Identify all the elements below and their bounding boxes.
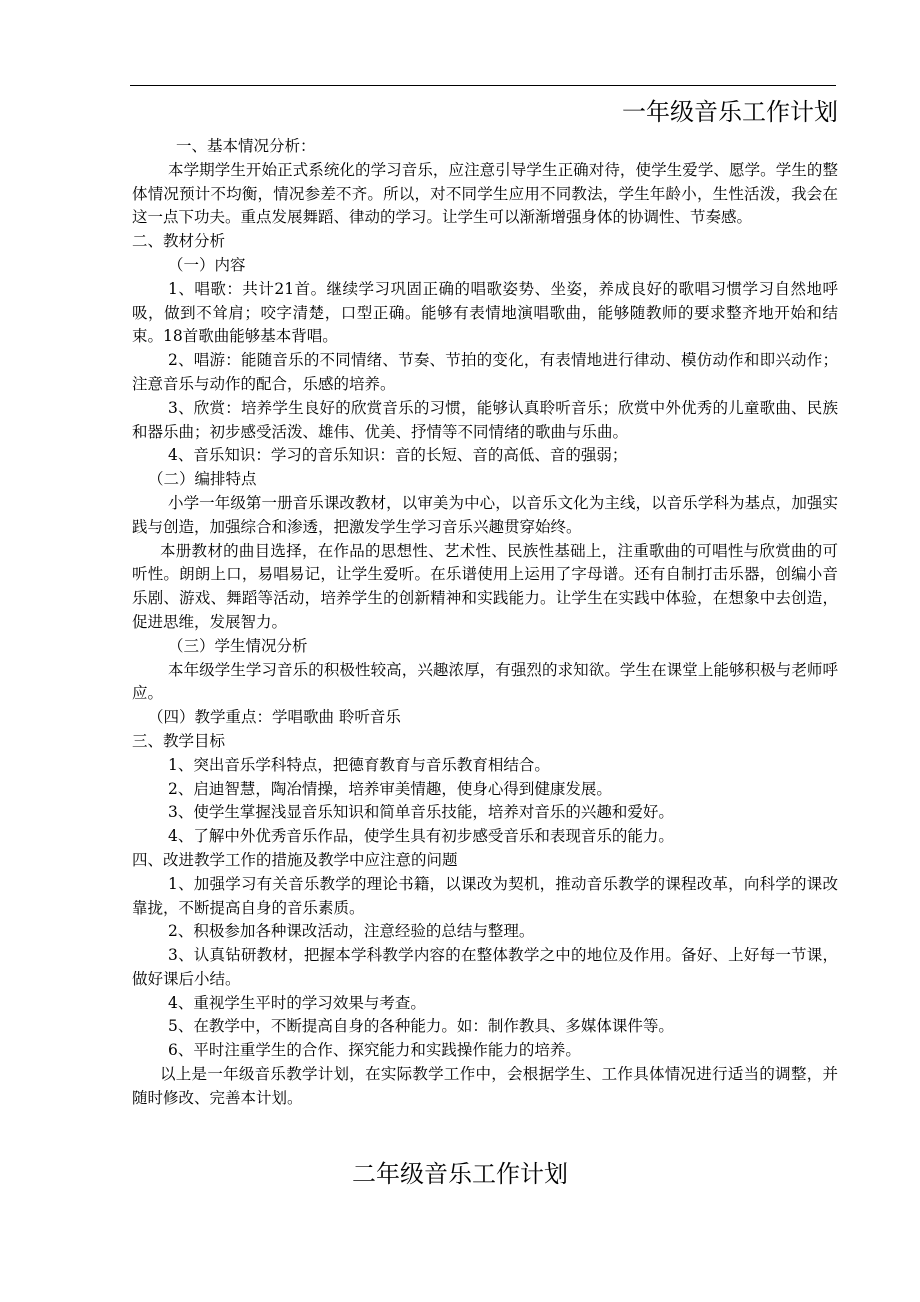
goal-item: 1、突出音乐学科特点，把德育教育与音乐教育相结合。 (168, 755, 550, 774)
section-2-heading: 二、教材分析 (132, 232, 226, 251)
goal-item: 4、了解中外优秀音乐作品，使学生具有初步感受音乐和表现音乐的能力。 (168, 827, 674, 846)
features-paragraph-1: 小学一年级第一册音乐课改教材，以审美为中心，以音乐文化为主线，以音乐学科为基点，加强实践与创造，加强综合和渗透，把激发学生学习音乐兴趣贯穿始终。 (132, 493, 838, 536)
features-paragraph-2: 本册教材的曲目选择，在作品的思想性、艺术性、民族性基础上，注重歌曲的可唱性与欣赏曲的可听性。朗朗上口，易唱易记，让学生爱听。在乐谱使用上运用了字母谱。还有自制打击乐器，创编小音乐剧、游戏、舞蹈等活动，培养学生的创新精神和实践能力。让学生在实践中体验，在想象中去创造，促进思维，发展智力。 (132, 541, 838, 631)
subsection-focus: （四）教学重点：学唱歌曲 聆听音乐 (148, 708, 401, 727)
content-item: 4、音乐知识：学习的音乐知识：音的长短、音的高低、音的强弱； (168, 446, 628, 465)
section-1-heading: 一、基本情况分析： (176, 137, 316, 155)
section-4-heading: 四、改进教学工作的措施及教学中应注意的问题 (132, 850, 458, 869)
closing-paragraph: 以上是一年级音乐教学计划，在实际教学工作中，会根据学生、工作具体情况进行适当的调整，并随时修改、完善本计划。 (132, 1065, 838, 1107)
header-rule (130, 85, 836, 86)
document-body (132, 135, 838, 1111)
measure-item: 5、在教学中，不断提高自身的各种能力。如：制作教具、多媒体课件等。 (168, 1017, 674, 1036)
section-1-paragraph: 本学期学生开始正式系统化的学习音乐，应注意引导学生正确对待，使学生爱学、愿学。学生的整体情况预计不均衡，情况参差不齐。所以，对不同学生应用不同教法，学生年龄小，生性活泼，我会在这一点下功夫。重点发展舞蹈、律动的学习。让学生可以渐渐增强身体的协调性、节奏感。 (132, 160, 838, 227)
goal-item: 3、使学生掌握浅显音乐知识和简单音乐技能，培养对音乐的兴趣和爱好。 (168, 803, 674, 822)
content-item: 3、欣赏：培养学生良好的欣赏音乐的习惯，能够认真聆听音乐；欣赏中外优秀的儿童歌曲、民族和器乐曲；初步感受活泼、雄伟、优美、抒情等不同情绪的歌曲与乐曲。 (132, 398, 838, 441)
measure-item: 4、重视学生平时的学习效果与考查。 (168, 993, 426, 1012)
subsection-features-heading: （二）编排特点 (148, 470, 257, 489)
measure-item: 6、平时注重学生的合作、探究能力和实践操作能力的培养。 (168, 1041, 581, 1060)
goal-item: 2、启迪智慧，陶冶情操，培养审美情趣，使身心得到健康发展。 (168, 779, 612, 798)
subsection-students-heading: （三）学生情况分析 (168, 636, 308, 655)
subsection-content-heading: （一）内容 (168, 255, 246, 274)
content-item: 1、唱歌：共计21首。继续学习巩固正确的唱歌姿势、坐姿，养成良好的歌唱习惯学习自然地呼吸，做到不耸肩；咬字清楚，口型正确。能够有表情地演唱歌曲，能够随教师的要求整齐地开始和结束。18首歌曲能够基本背唱。 (132, 279, 838, 346)
document-title: 一年级音乐工作计划 (622, 98, 838, 126)
measure-item: 2、积极参加各种课改活动，注意经验的总结与整理。 (168, 922, 535, 941)
measure-item: 1、加强学习有关音乐教学的理论书籍，以课改为契机，推动音乐教学的课程改革，向科学的课改靠拢，不断提高自身的音乐素质。 (132, 874, 838, 917)
section-3-heading: 三、教学目标 (132, 731, 226, 750)
content-item: 2、唱游：能随音乐的不同情绪、节奏、节拍的变化，有表情地进行律动、模仿动作和即兴动作；注意音乐与动作的配合，乐感的培养。 (132, 351, 838, 393)
students-paragraph: 本年级学生学习音乐的积极性较高，兴趣浓厚，有强烈的求知欲。学生在课堂上能够积极与老师呼应。 (132, 660, 838, 703)
next-document-title: 二年级音乐工作计划 (352, 1160, 568, 1188)
measure-item: 3、认真钻研教材，把握本学科教学内容的在整体教学之中的地位及作用。备好、上好每一节课，做好课后小结。 (132, 946, 838, 988)
